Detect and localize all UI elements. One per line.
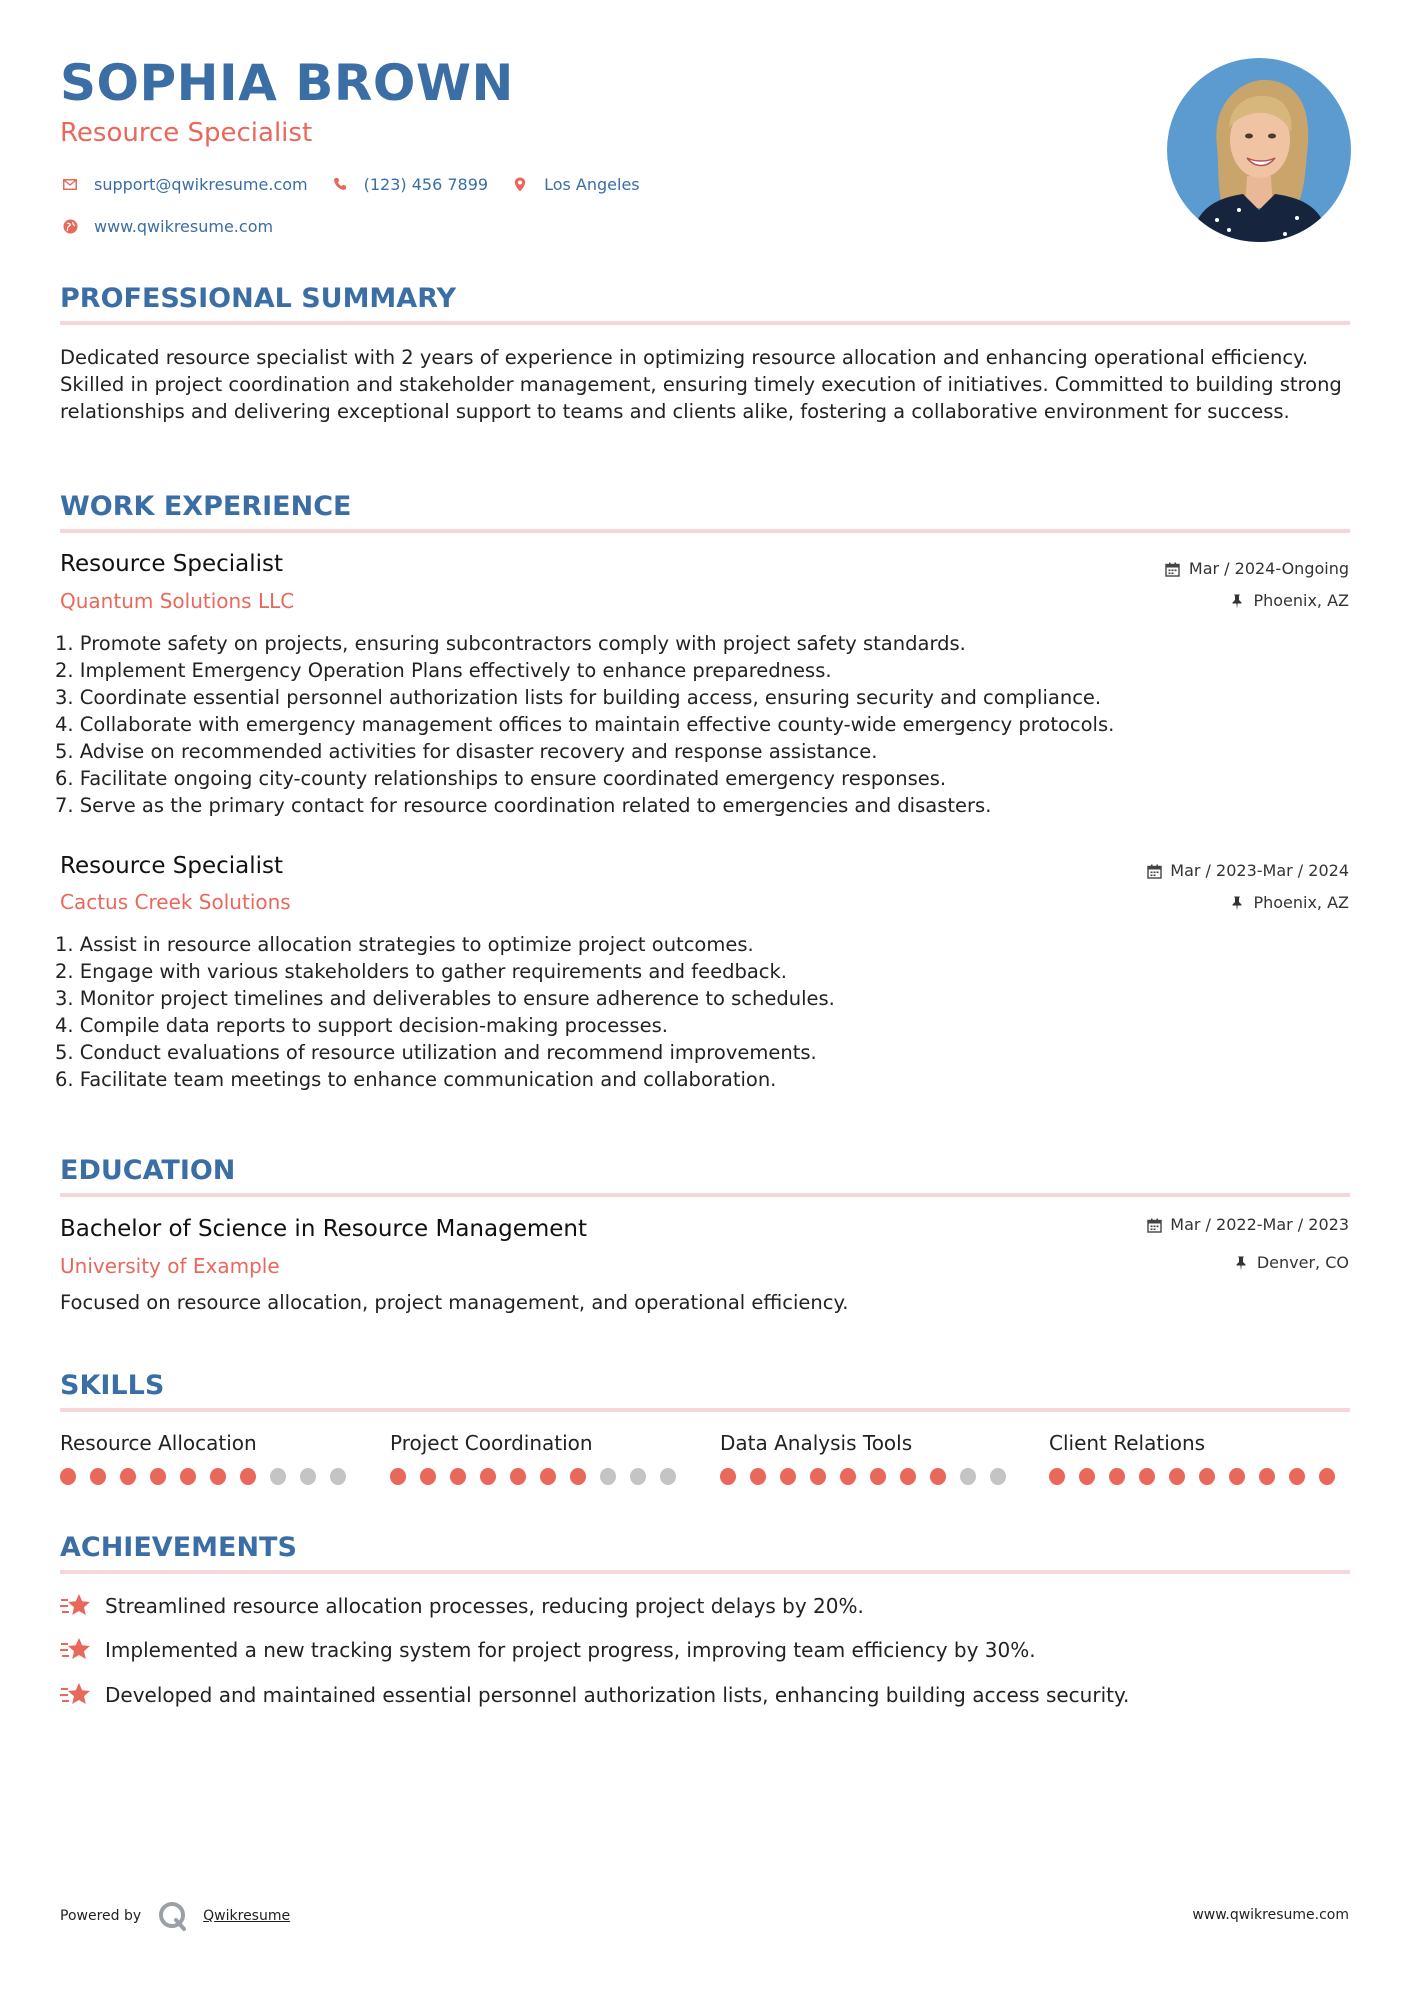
job-location-text: Phoenix, AZ (1253, 591, 1349, 610)
star-achievement-icon (60, 1592, 92, 1620)
skill-rating (60, 1468, 360, 1485)
rating-dot-filled (120, 1468, 136, 1485)
rating-dot-filled (780, 1468, 796, 1485)
section-divider (60, 1408, 1350, 1412)
rating-dot-filled (840, 1468, 856, 1485)
list-item: 5. Conduct evaluations of resource utilization and recommend improvements. (55, 1041, 817, 1064)
rating-dot-empty (660, 1468, 676, 1485)
qwikresume-logo-icon (157, 1900, 189, 1932)
rating-dot-empty (600, 1468, 616, 1485)
rating-dot-filled (240, 1468, 256, 1485)
list-item: 1. Assist in resource allocation strategies to optimize project outcomes. (55, 933, 754, 956)
skill-item (720, 1433, 1020, 1485)
rating-dot-filled (1259, 1468, 1275, 1485)
rating-dot-filled (1139, 1468, 1155, 1485)
skill-rating (720, 1468, 1020, 1485)
calendar-icon (1146, 1217, 1162, 1233)
rating-dot-filled (60, 1468, 76, 1485)
rating-dot-filled (1109, 1468, 1125, 1485)
skill-name: Project Coordination (390, 1431, 593, 1455)
rating-dot-filled (450, 1468, 466, 1485)
star-achievement-icon (60, 1681, 92, 1709)
achievement-item (60, 1681, 1129, 1709)
achievement-text: Developed and maintained essential personnel authorization lists, enhancing building access security. (105, 1683, 1130, 1707)
section-divider (60, 1193, 1350, 1197)
envelope-icon (60, 174, 80, 194)
section-title-skills: SKILLS (60, 1370, 165, 1401)
rating-dot-filled (1169, 1468, 1185, 1485)
job-responsibilities (55, 630, 1114, 819)
rating-dot-filled (540, 1468, 556, 1485)
rating-dot-empty (330, 1468, 346, 1485)
achievement-text: Streamlined resource allocation processes, reducing project delays by 20%. (105, 1594, 864, 1618)
achievement-text: Implemented a new tracking system for project progress, improving team efficiency by 30%. (105, 1638, 1036, 1662)
calendar-icon (1146, 863, 1162, 879)
list-item: 7. Serve as the primary contact for resource coordination related to emergencies and disasters. (55, 794, 992, 817)
list-item: 3. Coordinate essential personnel authorization lists for building access, ensuring security and compliance. (55, 686, 1102, 709)
section-divider (60, 529, 1350, 533)
rating-dot-filled (1289, 1468, 1305, 1485)
section-divider (60, 321, 1350, 325)
rating-dot-filled (1199, 1468, 1215, 1485)
rating-dot-filled (810, 1468, 826, 1485)
contact-website[interactable] (60, 216, 273, 236)
list-item: 5. Advise on recommended activities for disaster recovery and response assistance. (55, 740, 878, 763)
pushpin-icon (1229, 895, 1245, 911)
contact-email[interactable] (60, 174, 308, 194)
skill-item (1049, 1433, 1349, 1485)
job-location-text: Phoenix, AZ (1253, 893, 1349, 912)
location-text: Los Angeles (544, 174, 640, 194)
rating-dot-filled (180, 1468, 196, 1485)
list-item: 6. Facilitate team meetings to enhance communication and collaboration. (55, 1068, 777, 1091)
phone-icon (330, 174, 350, 194)
contact-phone[interactable] (330, 174, 488, 194)
education-location (1233, 1255, 1349, 1271)
section-divider (60, 1570, 1350, 1574)
rating-dot-filled (1229, 1468, 1245, 1485)
rating-dot-filled (1049, 1468, 1065, 1485)
education-location-text: Denver, CO (1256, 1253, 1349, 1272)
rating-dot-empty (630, 1468, 646, 1485)
pushpin-icon (1233, 1255, 1249, 1271)
rating-dot-empty (960, 1468, 976, 1485)
rating-dot-filled (90, 1468, 106, 1485)
education-dates-text: Mar / 2022-Mar / 2023 (1170, 1215, 1349, 1234)
education-description: Focused on resource allocation, project management, and operational efficiency. (60, 1291, 849, 1314)
section-title-achievements: ACHIEVEMENTS (60, 1532, 297, 1563)
skill-rating (390, 1468, 690, 1485)
job-dates (1146, 863, 1349, 879)
achievement-item (60, 1592, 864, 1620)
email-text: support@qwikresume.com (94, 174, 308, 194)
skill-item (390, 1433, 690, 1485)
list-item: 4. Collaborate with emergency management offices to maintain effective county-wide emergency protocols. (55, 713, 1115, 736)
list-item: 3. Monitor project timelines and deliverables to ensure adherence to schedules. (55, 987, 835, 1010)
brand-link[interactable]: Qwikresume (203, 1908, 291, 1924)
rating-dot-filled (750, 1468, 766, 1485)
list-item: 1. Promote safety on projects, ensuring subcontractors comply with project safety standards. (55, 632, 966, 655)
star-achievement-icon (60, 1636, 92, 1664)
profile-photo (1167, 58, 1351, 242)
skill-name: Resource Allocation (60, 1431, 257, 1455)
rating-dot-empty (300, 1468, 316, 1485)
job-company: Cactus Creek Solutions (60, 890, 291, 914)
rating-dot-filled (900, 1468, 916, 1485)
job-company: Quantum Solutions LLC (60, 589, 295, 613)
job-dates-text: Mar / 2024-Ongoing (1188, 559, 1349, 578)
rating-dot-empty (270, 1468, 286, 1485)
section-title-experience: WORK EXPERIENCE (60, 491, 352, 522)
summary-text: Dedicated resource specialist with 2 years of experience in optimizing resource allocation and enhancing operational efficiency. Skilled in project coordination and stakeholder management, ensuring timely execution of initiatives. Committed to building strong relationships and delivering exceptional support to teams and clients alike, fostering a collaborative environment for success. (60, 346, 1342, 423)
rating-dot-filled (510, 1468, 526, 1485)
calendar-icon (1165, 561, 1181, 577)
section-title-summary: PROFESSIONAL SUMMARY (60, 283, 457, 314)
globe-icon (60, 216, 80, 236)
section-title-education: EDUCATION (60, 1155, 236, 1186)
rating-dot-filled (150, 1468, 166, 1485)
list-item: 4. Compile data reports to support decision-making processes. (55, 1014, 668, 1037)
website-text: www.qwikresume.com (94, 216, 274, 236)
job-dates-text: Mar / 2023-Mar / 2024 (1170, 861, 1349, 880)
footer-website[interactable]: www.qwikresume.com (1192, 1907, 1349, 1923)
phone-text: (123) 456 7899 (363, 174, 489, 194)
rating-dot-empty (990, 1468, 1006, 1485)
rating-dot-filled (420, 1468, 436, 1485)
degree-title: Bachelor of Science in Resource Management (60, 1216, 588, 1242)
rating-dot-filled (390, 1468, 406, 1485)
rating-dot-filled (210, 1468, 226, 1485)
achievement-item (60, 1636, 1036, 1664)
rating-dot-filled (570, 1468, 586, 1485)
job-responsibilities (55, 931, 835, 1093)
pushpin-icon (1229, 593, 1245, 609)
location-pin-icon (510, 174, 530, 194)
rating-dot-filled (720, 1468, 736, 1485)
list-item: 2. Implement Emergency Operation Plans effectively to enhance preparedness. (55, 659, 832, 682)
skill-name: Client Relations (1049, 1431, 1206, 1455)
candidate-role: Resource Specialist (60, 118, 313, 148)
contact-location (510, 174, 640, 194)
skill-rating (1049, 1468, 1349, 1485)
job-title: Resource Specialist (60, 551, 284, 577)
school-name: University of Example (60, 1254, 280, 1278)
skill-name: Data Analysis Tools (720, 1431, 913, 1455)
skill-item (60, 1433, 360, 1485)
job-location (1229, 593, 1349, 609)
contact-row-web (60, 216, 295, 236)
list-item: 2. Engage with various stakeholders to gather requirements and feedback. (55, 960, 787, 983)
footer-powered-by (60, 1900, 290, 1932)
job-title: Resource Specialist (60, 853, 284, 879)
rating-dot-filled (1319, 1468, 1335, 1485)
job-location (1229, 895, 1349, 911)
rating-dot-filled (480, 1468, 496, 1485)
education-dates (1146, 1217, 1349, 1233)
rating-dot-filled (1079, 1468, 1095, 1485)
rating-dot-filled (870, 1468, 886, 1485)
list-item: 6. Facilitate ongoing city-county relationships to ensure coordinated emergency responses. (55, 767, 947, 790)
candidate-name: SOPHIA BROWN (60, 54, 514, 112)
job-dates (1165, 561, 1349, 577)
powered-by-label: Powered by (60, 1908, 142, 1924)
rating-dot-filled (930, 1468, 946, 1485)
contact-row (60, 174, 662, 194)
